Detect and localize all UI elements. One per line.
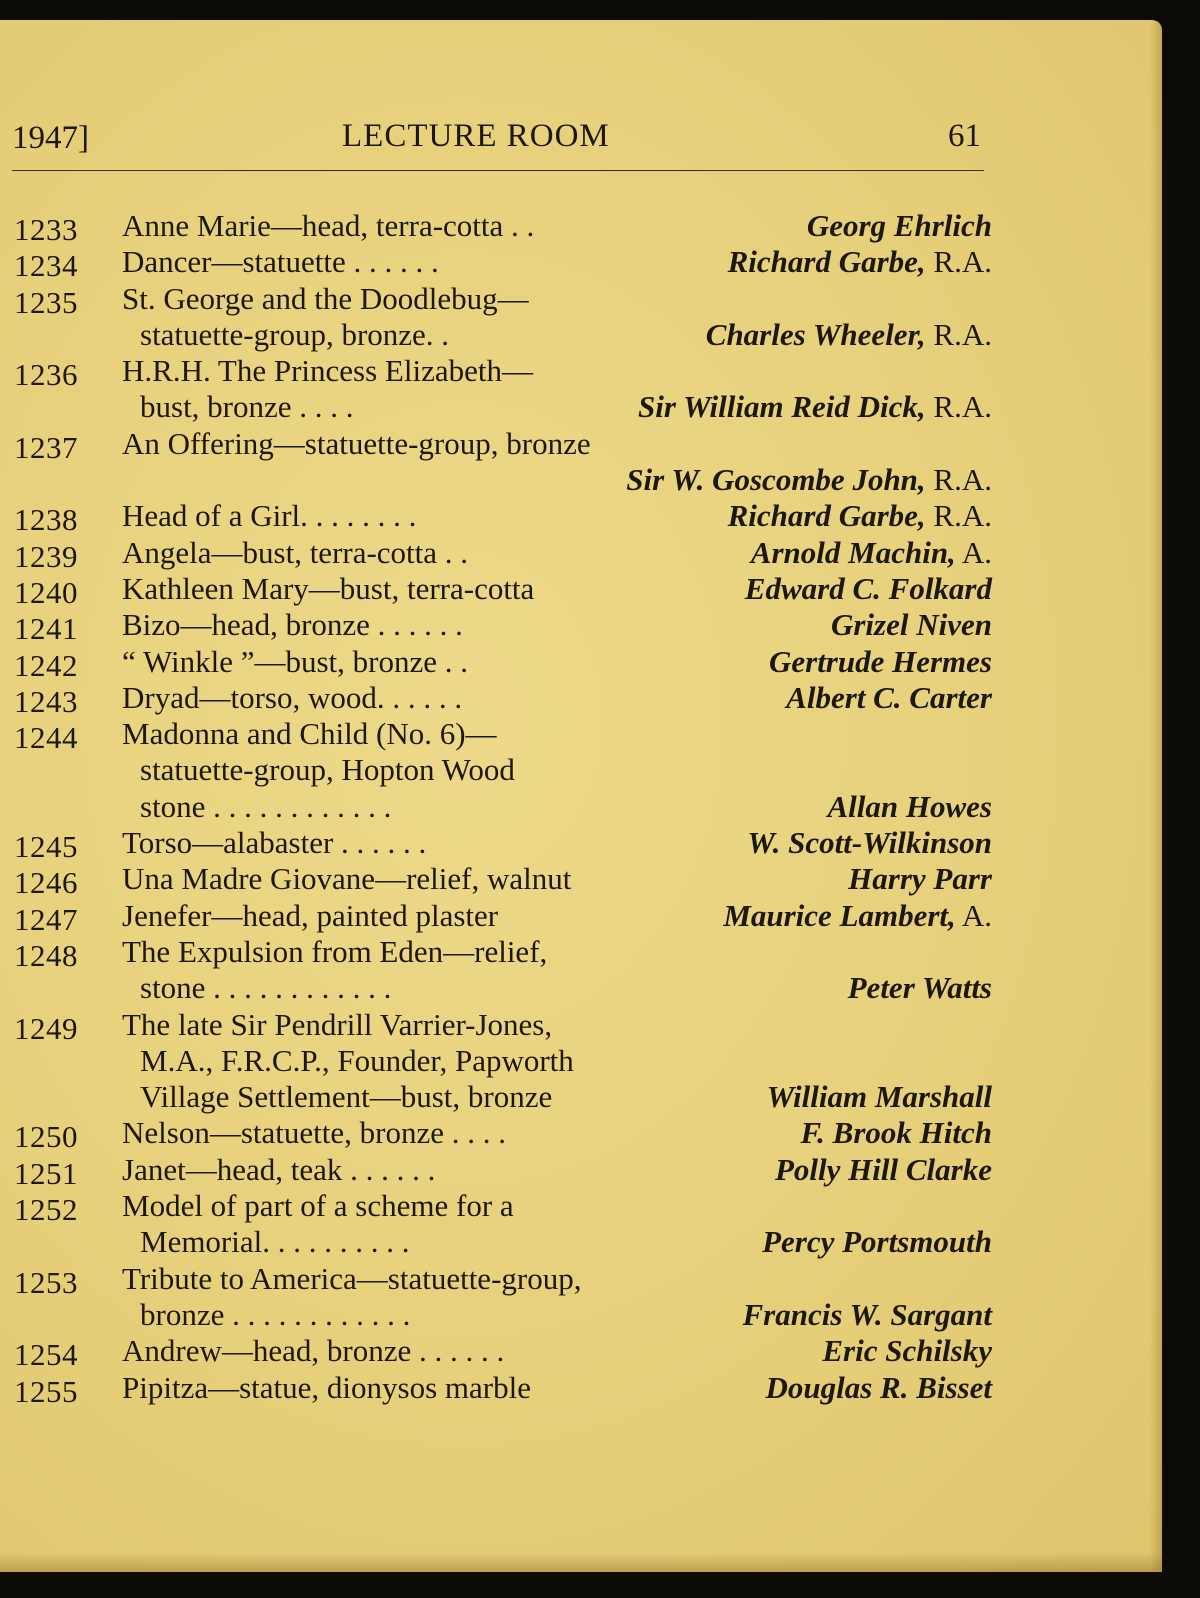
page-number: 61 [948, 118, 981, 154]
entry-description: bronze . . . . . . . . . . . . [140, 1296, 411, 1332]
entry-line [0, 1369, 1010, 1409]
header-year: 1947] [12, 120, 89, 156]
entry-line [0, 208, 1010, 247]
entry-number: 1252 [14, 1192, 78, 1228]
entry-artist [831, 607, 992, 643]
entry-description: The late Sir Pendrill Varrier-Jones, [122, 1006, 553, 1042]
entry-artist [747, 825, 992, 861]
entry-artist [626, 462, 992, 498]
catalogue-entry [0, 897, 1010, 937]
entry-line [0, 789, 1010, 825]
entry-description: Madonna and Child (No. 6)— [122, 716, 497, 752]
catalogue-entry [0, 281, 1010, 354]
artist-name: Charles Wheeler, [705, 316, 926, 352]
entry-artist [775, 1152, 992, 1188]
entry-line [0, 970, 1010, 1006]
entry-description: bust, bronze . . . . [140, 389, 354, 425]
entry-number: 1239 [14, 538, 78, 574]
entry-number: 1240 [14, 574, 78, 610]
entry-description: Torso—alabaster . . . . . . [122, 825, 427, 861]
entry-description: Memorial. . . . . . . . . . [140, 1224, 410, 1260]
artist-name: Polly Hill Clarke [775, 1151, 992, 1187]
artist-name: Richard Garbe, [727, 244, 926, 280]
entry-line [0, 643, 1010, 683]
catalogue-entry [0, 426, 1010, 499]
entry-line [0, 897, 1010, 937]
entry-artist [723, 898, 992, 934]
artist-name: W. Scott-Wilkinson [747, 825, 992, 861]
entry-description: H.R.H. The Princess Elizabeth— [122, 353, 533, 389]
entry-line [0, 498, 1010, 538]
entry-artist [800, 1115, 992, 1151]
entry-line [0, 861, 1010, 901]
entry-number: 1245 [14, 829, 78, 865]
entry-artist [807, 208, 992, 244]
entry-description: statuette-group, Hopton Wood [140, 752, 515, 788]
entry-line [0, 716, 1010, 756]
catalogue-entry [0, 679, 1010, 719]
entry-line [0, 534, 1010, 574]
entry-number: 1254 [14, 1337, 78, 1373]
catalogue-entry [0, 934, 1010, 1007]
entry-artist [742, 1297, 992, 1333]
entry-artist [638, 389, 992, 425]
artist-name: F. Brook Hitch [800, 1115, 992, 1151]
artist-suffix: R.A. [925, 244, 992, 280]
entry-line [0, 1297, 1010, 1333]
entry-description: Model of part of a scheme for a [122, 1188, 514, 1224]
artist-name: Peter Watts [847, 970, 992, 1006]
artist-suffix: R.A. [925, 316, 992, 352]
catalogue-entry [0, 244, 1010, 284]
artist-name: Percy Portsmouth [762, 1224, 992, 1260]
page-header [0, 118, 1162, 158]
artist-name: Edward C. Folkard [744, 570, 992, 606]
entry-artist [728, 244, 992, 280]
entry-description: Dancer—statuette . . . . . . [122, 244, 439, 280]
entry-line [0, 1188, 1010, 1228]
catalogue-entry [0, 570, 1010, 610]
catalogue-entry [0, 607, 1010, 647]
artist-name: Grizel Niven [830, 607, 992, 643]
entry-description: Bizo—head, bronze . . . . . . [122, 607, 463, 643]
entry-description: “ Winkle ”—bust, bronze . . [122, 643, 468, 679]
catalogue-entry [0, 716, 1010, 825]
catalogue-entry [0, 1188, 1010, 1261]
entry-number: 1255 [14, 1373, 78, 1409]
header-rule [12, 170, 984, 171]
artist-name: Arnold Machin, [750, 534, 956, 570]
catalogue-page [0, 20, 1162, 1572]
catalogue-entry [0, 643, 1010, 683]
entry-line [0, 1043, 1010, 1079]
entry-description: The Expulsion from Eden—relief, [122, 933, 548, 969]
artist-suffix: R.A. [925, 389, 992, 425]
artist-suffix: A. [955, 897, 992, 933]
entry-line [0, 1079, 1010, 1115]
entry-line [0, 389, 1010, 425]
entry-description: Jenefer—head, painted plaster [122, 897, 499, 933]
entry-line [0, 353, 1010, 393]
catalogue-entry [0, 208, 1010, 247]
entry-artist [767, 1079, 992, 1115]
entry-artist [762, 1224, 992, 1260]
catalogue-entry [0, 1369, 1010, 1409]
entry-artist [706, 317, 992, 353]
entry-description: Nelson—statuette, bronze . . . . [122, 1115, 506, 1151]
entry-number: 1248 [14, 937, 78, 973]
entry-description: Janet—head, teak . . . . . . [122, 1151, 436, 1187]
artist-name: Georg Ehrlich [806, 208, 992, 243]
entry-list [0, 208, 1162, 1409]
entry-artist [786, 680, 992, 716]
entry-artist [822, 1333, 992, 1369]
entry-artist [827, 789, 992, 825]
entry-line [0, 933, 1010, 973]
catalogue-entry [0, 1115, 1010, 1155]
entry-number: 1246 [14, 865, 78, 901]
entry-artist [769, 644, 992, 680]
entry-artist [745, 571, 992, 607]
entry-artist [848, 970, 992, 1006]
entry-line [0, 607, 1010, 647]
catalogue-entry [0, 353, 1010, 426]
entry-number: 1233 [14, 212, 78, 247]
artist-name: Sir William Reid Dick, [638, 389, 926, 425]
entry-description: An Offering—statuette-group, bronze [122, 425, 591, 461]
entry-line [0, 1260, 1010, 1300]
page-bottom-shadow [0, 1552, 1162, 1572]
entry-number: 1253 [14, 1264, 78, 1300]
entry-description: stone . . . . . . . . . . . . [140, 788, 392, 824]
entry-description: Anne Marie—head, terra-cotta . . [122, 208, 535, 243]
catalogue-entry [0, 1151, 1010, 1191]
artist-name: Richard Garbe, [727, 498, 926, 534]
entry-description: stone . . . . . . . . . . . . [140, 970, 392, 1006]
artist-suffix: R.A. [925, 498, 992, 534]
artist-name: Francis W. Sargant [742, 1296, 992, 1332]
entry-artist [765, 1370, 992, 1406]
artist-name: Albert C. Carter [786, 679, 992, 715]
entry-line [0, 570, 1010, 610]
entry-number: 1244 [14, 720, 78, 756]
entry-line [0, 1333, 1010, 1373]
entry-description: Dryad—torso, wood. . . . . . [122, 679, 463, 715]
entry-number: 1241 [14, 611, 78, 647]
artist-name: Maurice Lambert, [723, 897, 956, 933]
artist-name: Eric Schilsky [822, 1333, 992, 1369]
catalogue-entry [0, 534, 1010, 574]
catalogue-entry [0, 1007, 1010, 1116]
entry-artist [751, 535, 992, 571]
artist-name: Gertrude Hermes [768, 643, 992, 679]
catalogue-entry [0, 1333, 1010, 1373]
catalogue-entry [0, 861, 1010, 901]
entry-description: Angela—bust, terra-cotta . . [122, 534, 469, 570]
entry-line [0, 1006, 1010, 1046]
entry-description: Pipitza—statue, dionysos marble [122, 1369, 531, 1405]
entry-number: 1242 [14, 647, 78, 683]
entry-number: 1235 [14, 284, 78, 320]
artist-name: Sir W. Goscombe John, [626, 462, 926, 498]
entry-number: 1236 [14, 357, 78, 393]
entry-description: Una Madre Giovane—relief, walnut [122, 861, 572, 897]
artist-name: William Marshall [766, 1079, 992, 1115]
artist-name: Allan Howes [827, 788, 992, 824]
entry-number: 1249 [14, 1010, 78, 1046]
entry-number: 1234 [14, 248, 78, 284]
entry-line [0, 1224, 1010, 1260]
page-edge-shadow [1150, 20, 1162, 1572]
catalogue-entry [0, 825, 1010, 865]
entry-line [0, 1151, 1010, 1191]
entry-number: 1237 [14, 429, 78, 465]
entry-line [0, 317, 1010, 353]
entry-description: statuette-group, bronze. . [140, 316, 450, 352]
entry-number: 1250 [14, 1119, 78, 1155]
entry-line [0, 1115, 1010, 1155]
entry-description: M.A., F.R.C.P., Founder, Papworth [140, 1042, 574, 1078]
artist-suffix: A. [955, 534, 992, 570]
entry-number: 1243 [14, 683, 78, 719]
entry-description: Tribute to America—statuette-group, [122, 1260, 582, 1296]
entry-description: Village Settlement—bust, bronze [140, 1079, 553, 1115]
artist-name: Harry Parr [848, 861, 992, 897]
catalogue-entry [0, 498, 1010, 538]
entry-line [0, 244, 1010, 284]
entry-line [0, 679, 1010, 719]
entry-number: 1251 [14, 1155, 78, 1191]
entry-line [0, 825, 1010, 865]
entry-description: St. George and the Doodlebug— [122, 280, 529, 316]
entry-description: Andrew—head, bronze . . . . . . [122, 1333, 505, 1369]
entry-number: 1238 [14, 502, 78, 538]
entry-artist [848, 861, 992, 897]
entry-line [0, 752, 1010, 788]
page-title: LECTURE ROOM [342, 118, 610, 154]
catalogue-entry [0, 1261, 1010, 1334]
entry-line [0, 462, 1010, 498]
entry-description: Kathleen Mary—bust, terra-cotta [122, 570, 535, 606]
artist-suffix: R.A. [925, 462, 992, 498]
entry-line [0, 280, 1010, 320]
entry-artist [728, 498, 992, 534]
entry-line [0, 425, 1010, 465]
artist-name: Douglas R. Bisset [765, 1369, 992, 1405]
entry-description: Head of a Girl. . . . . . . . [122, 498, 417, 534]
entry-number: 1247 [14, 901, 78, 937]
